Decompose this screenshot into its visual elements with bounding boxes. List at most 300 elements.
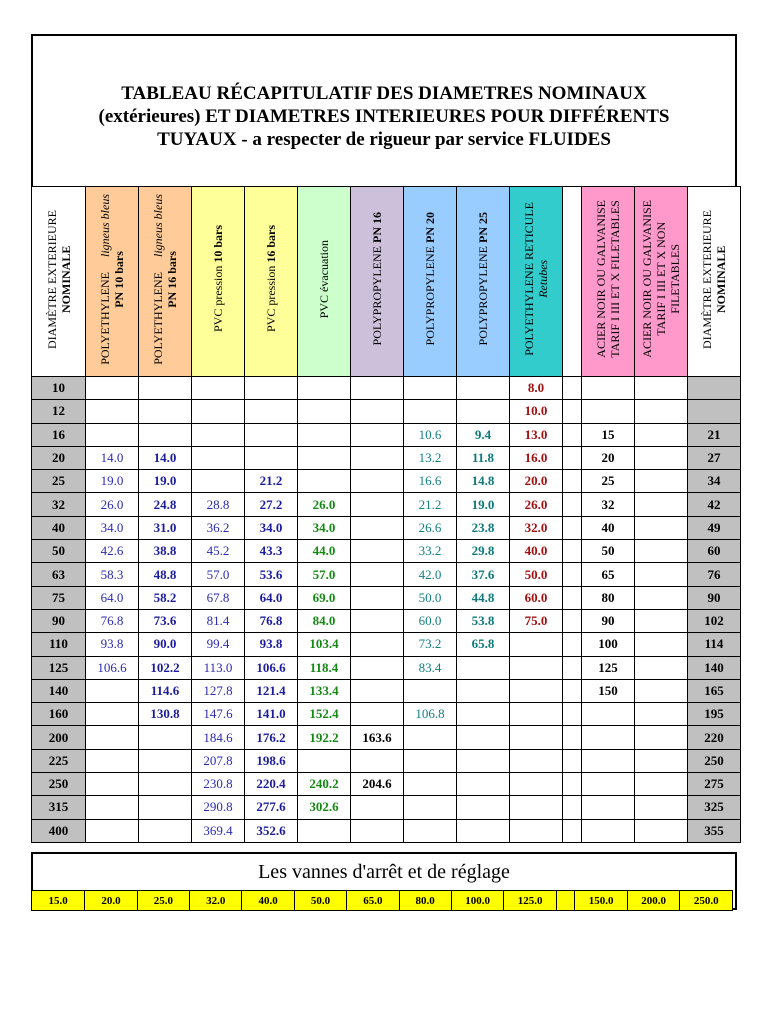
cell-pe16: 14.0	[139, 446, 192, 469]
cell-pp20	[404, 679, 457, 702]
valves-table	[31, 890, 733, 911]
cell-pp16	[351, 656, 404, 679]
cell-pp25: 19.0	[457, 493, 510, 516]
cell-acier: 40	[582, 516, 635, 539]
cell-pe10: 58.3	[86, 563, 139, 586]
cell-pe16: 114.6	[139, 679, 192, 702]
gap-cell	[563, 633, 582, 656]
cell-acier	[582, 703, 635, 726]
cell-acier-non-filetables	[635, 423, 688, 446]
cell-right: 195	[688, 703, 741, 726]
title-line-2: (extérieures) ET DIAMETRES INTERIEURES POUR DIFFÉRENTS	[98, 105, 670, 127]
cell-pp25: 44.8	[457, 586, 510, 609]
header-pvc16: PVC pression 16 bars	[245, 187, 298, 377]
cell-pp25	[457, 819, 510, 842]
cell-acier	[582, 400, 635, 423]
cell-acier-non-filetables	[635, 726, 688, 749]
cell-pvc16: 352.6	[245, 819, 298, 842]
header-pvc10: PVC pression 10 bars	[192, 187, 245, 377]
cell-pvc16: 93.8	[245, 633, 298, 656]
cell-right: 140	[688, 656, 741, 679]
cell-evac	[298, 446, 351, 469]
cell-pp16: 163.6	[351, 726, 404, 749]
valve-size-cell: 250.0	[680, 891, 733, 911]
cell-right	[688, 400, 741, 423]
cell-nom: 110	[32, 633, 86, 656]
cell-per	[510, 749, 563, 772]
cell-acier	[582, 819, 635, 842]
cell-pp25: 14.8	[457, 470, 510, 493]
cell-pp20: 60.0	[404, 609, 457, 632]
cell-right: 325	[688, 796, 741, 819]
cell-pe10	[86, 679, 139, 702]
cell-right: 355	[688, 819, 741, 842]
cell-pvc10: 184.6	[192, 726, 245, 749]
cell-pe16: 130.8	[139, 703, 192, 726]
valve-size-cell: 200.0	[627, 891, 679, 911]
cell-acier	[582, 726, 635, 749]
cell-acier: 80	[582, 586, 635, 609]
cell-pvc16	[245, 377, 298, 400]
cell-pvc16: 220.4	[245, 773, 298, 796]
cell-pp20	[404, 819, 457, 842]
cell-pp20: 50.0	[404, 586, 457, 609]
table-row	[32, 703, 741, 726]
cell-nom: 10	[32, 377, 86, 400]
table-row	[32, 423, 741, 446]
cell-pp16	[351, 749, 404, 772]
valve-size-cell: 25.0	[137, 891, 189, 911]
title-line-3: TUYAUX - a respecter de rigueur par service FLUIDES	[157, 128, 611, 150]
cell-nom: 125	[32, 656, 86, 679]
table-row	[32, 470, 741, 493]
cell-pp25	[457, 796, 510, 819]
page-title	[39, 82, 729, 151]
cell-per	[510, 726, 563, 749]
cell-pp25: 11.8	[457, 446, 510, 469]
cell-evac: 240.2	[298, 773, 351, 796]
cell-pvc16: 43.3	[245, 540, 298, 563]
gap-cell	[563, 563, 582, 586]
cell-right: 102	[688, 609, 741, 632]
cell-nom: 75	[32, 586, 86, 609]
cell-pp16	[351, 540, 404, 563]
cell-acier	[582, 773, 635, 796]
cell-per: 16.0	[510, 446, 563, 469]
cell-per	[510, 679, 563, 702]
cell-pp20: 26.6	[404, 516, 457, 539]
gap-cell	[563, 400, 582, 423]
header-acier-filetables: ACIER NOIR OU GALVANISE TARIF I III ET X FILETABLES	[582, 187, 635, 377]
cell-pvc16: 34.0	[245, 516, 298, 539]
table-row	[32, 540, 741, 563]
table-row	[32, 516, 741, 539]
gap-cell	[563, 423, 582, 446]
header-pp16: POLYPROPYLENE PN 16	[351, 187, 404, 377]
cell-pp16	[351, 586, 404, 609]
valve-size-cell: 125.0	[504, 891, 556, 911]
cell-pp16	[351, 609, 404, 632]
cell-pp20: 13.2	[404, 446, 457, 469]
header-nominal-left: DIAMÈTRE EXTERIEURE NOMINALE	[32, 187, 86, 377]
cell-pe10: 106.6	[86, 656, 139, 679]
cell-per	[510, 656, 563, 679]
cell-acier-non-filetables	[635, 609, 688, 632]
cell-pp20: 106.8	[404, 703, 457, 726]
cell-pe10: 14.0	[86, 446, 139, 469]
cell-acier-non-filetables	[635, 516, 688, 539]
cell-pp20	[404, 377, 457, 400]
cell-pvc10: 127.8	[192, 679, 245, 702]
cell-acier-non-filetables	[635, 679, 688, 702]
cell-pp16	[351, 703, 404, 726]
cell-pp20: 10.6	[404, 423, 457, 446]
cell-pe10: 19.0	[86, 470, 139, 493]
cell-acier-non-filetables	[635, 703, 688, 726]
table-row	[32, 446, 741, 469]
cell-pp16	[351, 377, 404, 400]
cell-acier-non-filetables	[635, 446, 688, 469]
cell-evac	[298, 400, 351, 423]
cell-nom: 160	[32, 703, 86, 726]
cell-pp25: 37.6	[457, 563, 510, 586]
cell-per: 50.0	[510, 563, 563, 586]
table-row	[32, 377, 741, 400]
cell-pp25	[457, 726, 510, 749]
cell-pvc16: 198.6	[245, 749, 298, 772]
cell-nom: 25	[32, 470, 86, 493]
cell-evac	[298, 749, 351, 772]
valve-size-cell: 40.0	[242, 891, 294, 911]
cell-pp25	[457, 679, 510, 702]
cell-pvc16	[245, 446, 298, 469]
cell-acier: 20	[582, 446, 635, 469]
table-row	[32, 586, 741, 609]
cell-pvc16: 141.0	[245, 703, 298, 726]
header-pp25: POLYPROPYLENE PN 25	[457, 187, 510, 377]
cell-nom: 50	[32, 540, 86, 563]
cell-evac: 34.0	[298, 516, 351, 539]
cell-pp20: 83.4	[404, 656, 457, 679]
cell-pe10	[86, 400, 139, 423]
cell-pe10	[86, 726, 139, 749]
gap-cell	[563, 586, 582, 609]
cell-acier-non-filetables	[635, 773, 688, 796]
cell-pvc10: 290.8	[192, 796, 245, 819]
gap-cell	[563, 516, 582, 539]
cell-pp16	[351, 679, 404, 702]
cell-pp16: 204.6	[351, 773, 404, 796]
cell-acier-non-filetables	[635, 796, 688, 819]
cell-pp25	[457, 773, 510, 796]
valves-box	[31, 852, 737, 910]
cell-pp25	[457, 656, 510, 679]
cell-pp20: 42.0	[404, 563, 457, 586]
cell-per	[510, 773, 563, 796]
cell-evac: 103.4	[298, 633, 351, 656]
cell-per: 8.0	[510, 377, 563, 400]
cell-pvc10: 369.4	[192, 819, 245, 842]
cell-pp16	[351, 423, 404, 446]
cell-acier-non-filetables	[635, 493, 688, 516]
cell-pvc10	[192, 470, 245, 493]
cell-right: 90	[688, 586, 741, 609]
cell-acier: 100	[582, 633, 635, 656]
cell-nom: 315	[32, 796, 86, 819]
cell-right: 114	[688, 633, 741, 656]
cell-pe16	[139, 796, 192, 819]
gap-cell	[563, 446, 582, 469]
cell-pe10	[86, 749, 139, 772]
cell-pp16	[351, 563, 404, 586]
valve-size-cell: 50.0	[294, 891, 346, 911]
cell-pe16: 19.0	[139, 470, 192, 493]
cell-evac: 69.0	[298, 586, 351, 609]
cell-pvc16	[245, 400, 298, 423]
title-line-1: TABLEAU RÉCAPITULATIF DES DIAMETRES NOMINAUX	[121, 82, 647, 104]
cell-acier-non-filetables	[635, 586, 688, 609]
table-row	[32, 656, 741, 679]
cell-pe10	[86, 423, 139, 446]
valve-size-cell: 32.0	[190, 891, 242, 911]
cell-nom: 200	[32, 726, 86, 749]
gap-cell	[563, 726, 582, 749]
cell-pp20	[404, 400, 457, 423]
cell-pe16	[139, 423, 192, 446]
cell-pvc10: 99.4	[192, 633, 245, 656]
cell-evac: 84.0	[298, 609, 351, 632]
header-acier-non-filetables: ACIER NOIR OU GALVANISE TARIF I III ET X NON FILETABLES	[635, 187, 688, 377]
cell-acier-non-filetables	[635, 377, 688, 400]
cell-pvc10: 36.2	[192, 516, 245, 539]
cell-pe16	[139, 726, 192, 749]
gap-cell	[563, 679, 582, 702]
cell-pe16	[139, 773, 192, 796]
cell-nom: 63	[32, 563, 86, 586]
cell-pp25: 29.8	[457, 540, 510, 563]
table-row	[32, 749, 741, 772]
cell-pp25	[457, 377, 510, 400]
cell-acier-non-filetables	[635, 749, 688, 772]
valves-row	[32, 891, 733, 911]
cell-pvc16: 27.2	[245, 493, 298, 516]
cell-pe16: 58.2	[139, 586, 192, 609]
gap-cell	[563, 796, 582, 819]
cell-right: 49	[688, 516, 741, 539]
valve-size-cell: 80.0	[399, 891, 451, 911]
cell-pp25	[457, 703, 510, 726]
cell-pp20	[404, 773, 457, 796]
cell-pp20	[404, 726, 457, 749]
cell-pp16	[351, 493, 404, 516]
cell-pe10	[86, 377, 139, 400]
cell-pe16	[139, 819, 192, 842]
table-row	[32, 773, 741, 796]
cell-right: 220	[688, 726, 741, 749]
cell-nom: 20	[32, 446, 86, 469]
cell-pe10	[86, 796, 139, 819]
gap-cell	[563, 609, 582, 632]
diameter-table	[31, 186, 741, 843]
cell-acier	[582, 377, 635, 400]
gap-cell	[563, 470, 582, 493]
cell-nom: 90	[32, 609, 86, 632]
table-row	[32, 400, 741, 423]
cell-acier: 125	[582, 656, 635, 679]
cell-pp20	[404, 796, 457, 819]
gap-cell	[563, 540, 582, 563]
table-row	[32, 493, 741, 516]
cell-right: 21	[688, 423, 741, 446]
cell-acier: 15	[582, 423, 635, 446]
cell-evac: 57.0	[298, 563, 351, 586]
cell-pvc16: 277.6	[245, 796, 298, 819]
cell-pvc10: 207.8	[192, 749, 245, 772]
cell-pvc16: 64.0	[245, 586, 298, 609]
cell-pvc16: 76.8	[245, 609, 298, 632]
cell-pvc16: 21.2	[245, 470, 298, 493]
cell-pp16	[351, 400, 404, 423]
cell-acier: 150	[582, 679, 635, 702]
valve-size-cell: 150.0	[575, 891, 627, 911]
cell-right: 27	[688, 446, 741, 469]
cell-pe16	[139, 400, 192, 423]
cell-pp16	[351, 446, 404, 469]
gap-cell	[563, 493, 582, 516]
cell-nom: 16	[32, 423, 86, 446]
cell-pe16	[139, 749, 192, 772]
header-pe10: POLYETHYLENE ligneus bleus PN 10 bars	[86, 187, 139, 377]
cell-pvc10: 45.2	[192, 540, 245, 563]
cell-per: 75.0	[510, 609, 563, 632]
cell-pe16: 90.0	[139, 633, 192, 656]
cell-acier-non-filetables	[635, 819, 688, 842]
cell-pvc10: 230.8	[192, 773, 245, 796]
gap-cell	[563, 749, 582, 772]
cell-acier-non-filetables	[635, 656, 688, 679]
cell-pe10: 93.8	[86, 633, 139, 656]
cell-pp25: 9.4	[457, 423, 510, 446]
cell-nom: 225	[32, 749, 86, 772]
gap-cell	[563, 377, 582, 400]
header-per: POLYETHYLENE RETICULE Retubes	[510, 187, 563, 377]
cell-nom: 140	[32, 679, 86, 702]
cell-evac: 302.6	[298, 796, 351, 819]
valve-gap-cell	[556, 891, 575, 911]
cell-right: 34	[688, 470, 741, 493]
cell-acier: 90	[582, 609, 635, 632]
cell-evac: 26.0	[298, 493, 351, 516]
cell-evac: 192.2	[298, 726, 351, 749]
cell-pvc10: 147.6	[192, 703, 245, 726]
cell-pvc10: 81.4	[192, 609, 245, 632]
cell-pvc10	[192, 400, 245, 423]
cell-pp25	[457, 400, 510, 423]
cell-pe16: 48.8	[139, 563, 192, 586]
cell-evac	[298, 423, 351, 446]
cell-pe10: 42.6	[86, 540, 139, 563]
cell-pe16: 38.8	[139, 540, 192, 563]
header-pp20: POLYPROPYLENE PN 20	[404, 187, 457, 377]
cell-per: 32.0	[510, 516, 563, 539]
cell-per	[510, 796, 563, 819]
cell-pp20: 73.2	[404, 633, 457, 656]
cell-right: 250	[688, 749, 741, 772]
cell-pvc10: 28.8	[192, 493, 245, 516]
cell-acier-non-filetables	[635, 633, 688, 656]
cell-right: 165	[688, 679, 741, 702]
title-box	[31, 34, 737, 186]
cell-per: 20.0	[510, 470, 563, 493]
cell-pvc16	[245, 423, 298, 446]
valve-size-cell: 65.0	[347, 891, 399, 911]
cell-pp25	[457, 749, 510, 772]
cell-acier: 32	[582, 493, 635, 516]
cell-pe10	[86, 773, 139, 796]
table-row	[32, 609, 741, 632]
cell-pvc10	[192, 423, 245, 446]
cell-pp20: 21.2	[404, 493, 457, 516]
cell-evac: 133.4	[298, 679, 351, 702]
cell-pp25: 65.8	[457, 633, 510, 656]
cell-nom: 12	[32, 400, 86, 423]
header-row	[32, 187, 741, 377]
cell-pp20: 16.6	[404, 470, 457, 493]
cell-pvc10	[192, 446, 245, 469]
cell-pvc10	[192, 377, 245, 400]
cell-pp25: 23.8	[457, 516, 510, 539]
cell-acier	[582, 749, 635, 772]
cell-acier-non-filetables	[635, 540, 688, 563]
cell-evac: 118.4	[298, 656, 351, 679]
cell-pe10	[86, 819, 139, 842]
cell-pe16: 24.8	[139, 493, 192, 516]
cell-acier-non-filetables	[635, 563, 688, 586]
cell-evac	[298, 377, 351, 400]
cell-pvc16: 176.2	[245, 726, 298, 749]
table-row	[32, 819, 741, 842]
cell-pp16	[351, 819, 404, 842]
cell-pe16: 73.6	[139, 609, 192, 632]
header-pvc-evac: PVC évacuation	[298, 187, 351, 377]
cell-pe16: 102.2	[139, 656, 192, 679]
header-gap	[563, 187, 582, 377]
cell-evac: 44.0	[298, 540, 351, 563]
cell-evac	[298, 819, 351, 842]
cell-nom: 400	[32, 819, 86, 842]
cell-pvc10: 113.0	[192, 656, 245, 679]
cell-per: 13.0	[510, 423, 563, 446]
cell-pvc16: 121.4	[245, 679, 298, 702]
table-row	[32, 796, 741, 819]
cell-pe10: 26.0	[86, 493, 139, 516]
cell-per	[510, 703, 563, 726]
cell-pp16	[351, 516, 404, 539]
cell-nom: 32	[32, 493, 86, 516]
cell-nom: 250	[32, 773, 86, 796]
cell-pvc16: 53.6	[245, 563, 298, 586]
cell-per: 10.0	[510, 400, 563, 423]
cell-pp20: 33.2	[404, 540, 457, 563]
cell-per: 40.0	[510, 540, 563, 563]
gap-cell	[563, 656, 582, 679]
cell-acier: 25	[582, 470, 635, 493]
cell-pvc10: 67.8	[192, 586, 245, 609]
gap-cell	[563, 773, 582, 796]
cell-acier-non-filetables	[635, 470, 688, 493]
cell-right	[688, 377, 741, 400]
valve-size-cell: 15.0	[32, 891, 85, 911]
